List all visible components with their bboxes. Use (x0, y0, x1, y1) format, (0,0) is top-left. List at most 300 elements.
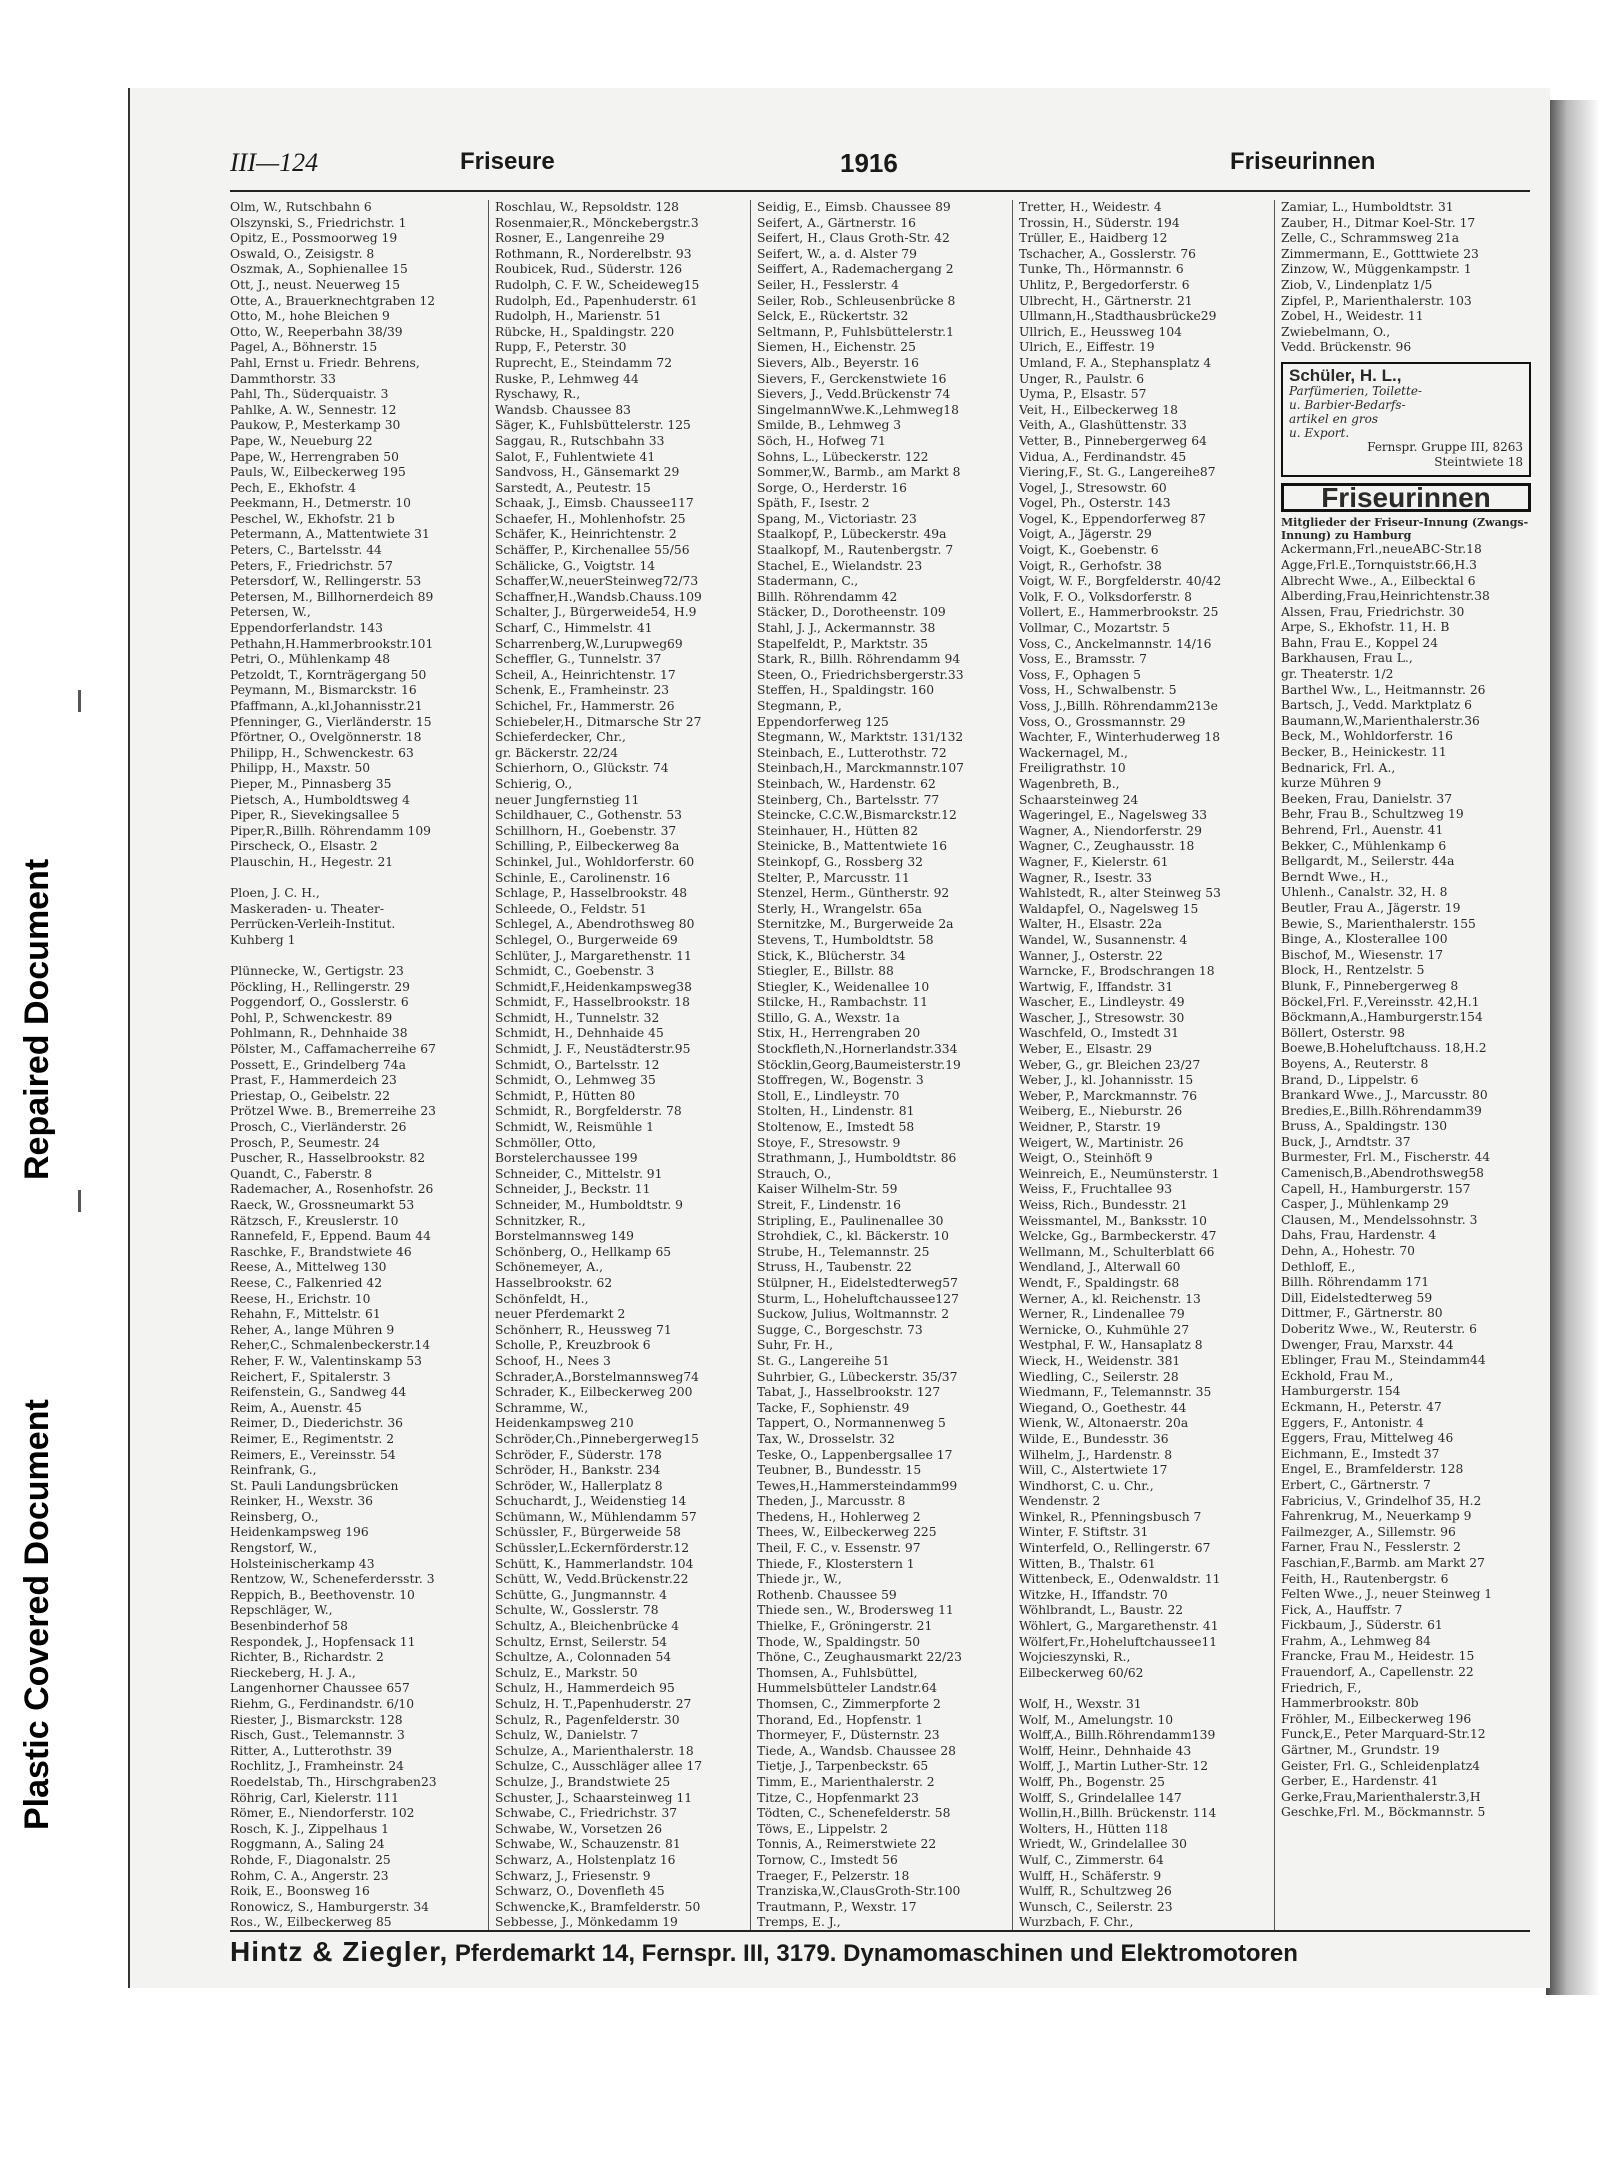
directory-entry: Langenhorner Chaussee 657 (230, 1681, 410, 1696)
footer-advertisement (230, 1936, 1530, 1980)
directory-entry: Theil, F. C., v. Essenstr. 97 (757, 1541, 921, 1556)
directory-entry: Voss, J.,Billh. Röhrendamm213e (1019, 699, 1218, 713)
directory-entry: Reichert, F., Spitalerstr. 3 (230, 1369, 391, 1384)
directory-entry: Behrend, Frl., Auenstr. 41 (1281, 823, 1444, 837)
directory-entry: Seiler, Rob., Schleusenbrücke 8 (757, 293, 956, 308)
directory-entry: Suhrbier, G., Lübeckerstr. 35/37 (757, 1369, 958, 1384)
directory-entry: Quandt, C., Faberstr. 8 (230, 1166, 373, 1181)
directory-entry: Reher,C., Schmalenbeckerstr.14 (230, 1338, 431, 1353)
directory-entry: Strube, H., Telemannstr. 25 (757, 1244, 930, 1259)
listing-column-1 (230, 200, 488, 1930)
ad-line: u. Barbier-Bedarfs- (1289, 397, 1406, 412)
directory-entry: Sterly, H., Wrangelstr. 65a (757, 901, 922, 916)
directory-entry: Wagner, F., Kielerstr. 61 (1019, 854, 1169, 869)
directory-entry: Olszynski, S., Friedrichstr. 1 (230, 215, 407, 230)
directory-entry: Bischof, M., Wiesenstr. 17 (1281, 947, 1444, 962)
directory-entry: Tremps, E. J., (757, 1915, 841, 1930)
directory-entry: Pförtner, O., Ovelgönnerstr. 18 (230, 730, 422, 745)
directory-entry: Fröhler, M., Eilbeckerweg 196 (1281, 1711, 1472, 1726)
directory-entry: Rehahn, F., Mittelstr. 61 (230, 1307, 381, 1322)
directory-entry: Baumann,W.,Marienthalerstr.36 (1281, 713, 1480, 728)
directory-entry: Spang, M., Victoriastr. 23 (757, 511, 917, 526)
directory-entry: Pirscheck, O., Elsastr. 2 (230, 839, 378, 854)
directory-entry: Wulf, C., Zimmerstr. 64 (1019, 1852, 1164, 1867)
directory-entry: Rentzow, W., Scheneferdersstr. 3 (230, 1572, 435, 1587)
directory-entry: Sommer,W., Barmb., am Markt 8 (757, 465, 961, 480)
directory-entry: Schulze, A., Marienthalerstr. 18 (495, 1743, 694, 1758)
directory-entry: Siemen, H., Eichenstr. 25 (757, 340, 916, 355)
section-title-left: Friseure (460, 148, 555, 175)
directory-entry: Späth, F., Isestr. 2 (757, 496, 870, 511)
directory-entry: Pohlmann, R., Dehnhaide 38 (230, 1026, 408, 1041)
directory-entry: Schüssler, F., Bürgerweide 58 (495, 1525, 681, 1540)
directory-entry: Säger, K., Fuhlsbüttelerstr. 125 (495, 418, 691, 433)
directory-entry: Wolff, J., Martin Luther-Str. 12 (1019, 1759, 1209, 1774)
directory-entry: Risch, Gust., Telemannstr. 3 (230, 1728, 405, 1743)
directory-entry: Freiligrathstr. 10 (1019, 761, 1126, 776)
directory-entry: Scheffler, G., Tunnelstr. 37 (495, 652, 662, 667)
directory-entry: Otto, M., hohe Bleichen 9 (230, 309, 390, 324)
directory-entry: Pagel, A., Böhnerstr. 15 (230, 340, 378, 355)
directory-entry: Otto, W., Reeperbahn 38/39 (230, 324, 403, 339)
directory-entry: Peters, C., Bartelsstr. 44 (230, 543, 382, 558)
directory-entry: Vedd. Brückenstr. 96 (1281, 340, 1412, 355)
directory-entry: Kaiser Wilhelm-Str. 59 (757, 1182, 898, 1197)
directory-entry: Röhrig, Carl, Kielerstr. 111 (230, 1790, 400, 1805)
directory-entry: Capell, H., Hamburgerstr. 157 (1281, 1181, 1471, 1196)
directory-entry: Stripling, E., Paulinenallee 30 (757, 1213, 944, 1228)
directory-entry: Barkhausen, Frau L., (1281, 651, 1413, 666)
directory-entry: Schiebeler,H., Ditmarsche Str 27 (495, 714, 702, 729)
directory-entry: Sugge, C., Borgeschstr. 73 (757, 1322, 923, 1337)
directory-entry: Wöhlbrandt, L., Baustr. 22 (1019, 1603, 1184, 1618)
directory-entry: Wilde, E., Bundesstr. 36 (1019, 1431, 1169, 1446)
directory-entry: Pahlke, A. W., Sennestr. 12 (230, 402, 397, 417)
directory-entry: Opitz, E., Possmoorweg 19 (230, 231, 398, 246)
directory-entry: Wagner, C., Zeughausstr. 18 (1019, 839, 1195, 854)
directory-entry: Wojcieszynski, R., (1019, 1650, 1131, 1665)
directory-entry: Weber, E., Elsastr. 29 (1019, 1042, 1152, 1057)
directory-entry: Schilling, P., Eilbeckerweg 8a (495, 839, 680, 854)
directory-entry: Werner, A., kl. Reichenstr. 13 (1019, 1291, 1201, 1306)
directory-entry: Albrecht Wwe., A., Eilbecktal 6 (1281, 573, 1476, 588)
directory-entry: Weiberg, E., Nieburstr. 26 (1019, 1104, 1183, 1119)
directory-entry: Funck,E., Peter Marquard-Str.12 (1281, 1727, 1486, 1742)
directory-entry: Wiegand, O., Goethestr. 44 (1019, 1400, 1187, 1415)
directory-entry: Prosch, C., Vierländerstr. 26 (230, 1120, 407, 1135)
listing-column-4 (1012, 200, 1277, 1930)
directory-entry: Tranziska,W.,ClausGroth-Str.100 (757, 1884, 961, 1899)
directory-entry: Seifert, W., a. d. Alster 79 (757, 246, 917, 261)
directory-entry: Pahl, Ernst u. Friedr. Behrens, (230, 355, 420, 370)
directory-entry: Söch, H., Hofweg 71 (757, 433, 886, 448)
directory-entry: Schlüter, J., Margarethenstr. 11 (495, 948, 692, 963)
directory-entry: Wahlstedt, R., alter Steinweg 53 (1019, 886, 1221, 901)
directory-entry: Rosenmaier,R., Mönckebergstr.3 (495, 215, 699, 230)
directory-entry: Stelter, P., Marcusstr. 11 (757, 870, 910, 885)
directory-entry: Schröder,Ch.,Pinnebergerweg15 (495, 1431, 699, 1446)
directory-entry: Possett, E., Grindelberg 74a (230, 1057, 406, 1072)
directory-entry: Tabat, J., Hasselbrookstr. 127 (757, 1385, 941, 1400)
directory-entry: Schwencke,K., Bramfelderstr. 50 (495, 1899, 701, 1914)
directory-entry: Steinbach,H., Marckmannstr.107 (757, 761, 964, 776)
directory-entry: Trüller, E., Haidberg 12 (1019, 231, 1168, 246)
directory-entry: Teubner, B., Bundesstr. 15 (757, 1463, 922, 1478)
directory-entry: Welcke, Gg., Barmbeckerstr. 47 (1019, 1229, 1217, 1244)
directory-entry: Wendenstr. 2 (1019, 1494, 1101, 1509)
directory-entry: Brankard Wwe., J., Marcusstr. 80 (1281, 1088, 1488, 1103)
directory-entry: Ullrich, E., Heussweg 104 (1019, 324, 1182, 339)
directory-page (128, 88, 1550, 1988)
directory-entry: Selck, E., Rückertstr. 32 (757, 309, 909, 324)
directory-entry: Scharf, C., Himmelstr. 41 (495, 621, 653, 636)
directory-entry: Felten Wwe., J., neuer Steinweg 1 (1281, 1587, 1493, 1602)
directory-entry (1019, 1681, 1277, 1697)
directory-entry: Voigt, A., Jägerstr. 29 (1019, 527, 1152, 542)
directory-entry: Schmidt, O., Lehmweg 35 (495, 1073, 656, 1088)
directory-entry: Wandsb. Chaussee 83 (495, 402, 632, 417)
directory-entry: Stoll, E., Lindleystr. 70 (757, 1088, 900, 1103)
directory-entry: Schuster, J., Schaarsteinweg 11 (495, 1790, 693, 1805)
directory-entry: Schönherr, R., Heussweg 71 (495, 1322, 672, 1337)
directory-entry: Beck, M., Wohldorferstr. 16 (1281, 729, 1453, 744)
directory-entry: Schäfer, K., Heinrichtenstr. 2 (495, 527, 677, 542)
directory-entry: Philipp, H., Schwenckestr. 63 (230, 745, 414, 760)
directory-entry: Seidig, E., Eimsb. Chaussee 89 (757, 200, 951, 214)
directory-entry: Uhlitz, P., Bergedorferstr. 6 (1019, 277, 1190, 292)
directory-entry: Bellgardt, M., Seilerstr. 44a (1281, 854, 1455, 869)
directory-entry: Voigt, K., Goebenstr. 6 (1019, 543, 1159, 558)
directory-entry: Weigert, W., Martinistr. 26 (1019, 1135, 1184, 1150)
ad-phone: Fernspr. Gruppe III, 8263 (1367, 439, 1523, 454)
directory-entry: Seiler, H., Fesslerstr. 4 (757, 277, 899, 292)
directory-entry: Rätzsch, F., Kreuslerstr. 10 (230, 1213, 399, 1228)
page-number: III—124 (230, 148, 319, 177)
directory-entry: Schillhorn, H., Goebenstr. 37 (495, 823, 677, 838)
directory-entry: Pauls, W., Eilbeckerweg 195 (230, 465, 406, 480)
directory-entry: Zinzow, W., Müggenkampstr. 1 (1281, 262, 1472, 277)
directory-entry: Pieper, M., Pinnasberg 35 (230, 776, 392, 791)
directory-entry: Eblinger, Frau M., Steindamm44 (1281, 1353, 1486, 1368)
directory-entry: Wriedt, W., Grindelallee 30 (1019, 1837, 1187, 1852)
directory-entry: Pietsch, A., Humboldtsweg 4 (230, 792, 411, 807)
directory-entry: Weidner, P., Starstr. 19 (1019, 1120, 1161, 1135)
directory-entry: Stoffregen, W., Bogenstr. 3 (757, 1073, 924, 1088)
directory-entry: Schwarz, J., Friesenstr. 9 (495, 1868, 651, 1883)
directory-entry: Kuhberg 1 (230, 932, 296, 947)
edge-mark (78, 690, 81, 712)
directory-entry: Stülpner, H., Eidelstedterweg57 (757, 1275, 958, 1290)
directory-entry: Schröder, F., Süderstr. 178 (495, 1447, 662, 1462)
directory-entry: Schulz, H. T.,Papenhuderstr. 27 (495, 1697, 692, 1711)
directory-entry: Schultz, A., Bleichenbrücke 4 (495, 1619, 680, 1634)
directory-entry: Wittenbeck, E., Odenwaldstr. 11 (1019, 1572, 1221, 1587)
directory-entry: Thorand, Ed., Hopfenstr. 1 (757, 1712, 924, 1727)
directory-entry: Alberding,Frau,Heinrichtenstr.38 (1281, 589, 1490, 604)
directory-entry: Pape, W., Neueburg 22 (230, 433, 373, 448)
directory-entry: Staalkopf, M., Rautenbergstr. 7 (757, 543, 954, 558)
directory-entry: Prast, F., Hammerdeich 23 (230, 1073, 397, 1088)
directory-entry: Tunke, Th., Hörmannstr. 6 (1019, 262, 1184, 277)
directory-entry: Ryschawy, R., (495, 387, 581, 402)
directory-entry: Rochlitz, J., Framheinstr. 24 (230, 1759, 404, 1774)
directory-entry: Voss, H., Schwalbenstr. 5 (1019, 683, 1177, 698)
directory-entry: Pfenninger, G., Vierländerstr. 15 (230, 714, 432, 729)
directory-entry: Repschläger, W., (230, 1603, 333, 1618)
directory-entry: Schmidt, O., Bartelsstr. 12 (495, 1057, 660, 1072)
directory-entry: Doberitz Wwe., W., Reuterstr. 6 (1281, 1322, 1477, 1336)
directory-entry: Bekker, C., Mühlenkamp 6 (1281, 838, 1447, 853)
directory-entry: Stiegler, K., Weidenallee 10 (757, 979, 930, 994)
directory-entry: Schönberg, O., Hellkamp 65 (495, 1244, 672, 1259)
directory-entry: Boyens, A., Reuterstr. 8 (1281, 1056, 1429, 1071)
directory-entry: Thiede jr., W., (757, 1572, 842, 1587)
directory-entry: Werner, R., Lindenallee 79 (1019, 1307, 1185, 1322)
directory-entry: Ronowicz, S., Hamburgerstr. 34 (230, 1899, 429, 1914)
directory-entry: Clausen, M., Mendelssohnstr. 3 (1281, 1212, 1478, 1227)
directory-entry: Rübcke, H., Spaldingstr. 220 (495, 324, 675, 339)
directory-entry: Wienk, W., Altonaerstr. 20a (1019, 1416, 1189, 1431)
directory-entry: Rosch, K. J., Zippelhaus 1 (230, 1821, 389, 1836)
directory-entry: Schmidt, C., Goebenstr. 3 (495, 964, 655, 979)
directory-entry: Wascher, E., Lindleystr. 49 (1019, 995, 1185, 1010)
directory-entry: Steinicke, B., Mattentwiete 16 (757, 839, 948, 854)
directory-entry: Buck, J., Arndtstr. 37 (1281, 1134, 1411, 1149)
directory-entry: Viering,F., St. G., Langereihe87 (1019, 465, 1216, 480)
directory-entry: Böckel,Frl. F.,Vereinsstr. 42,H.1 (1281, 994, 1480, 1009)
directory-entry: Sturm, L., Hoheluftchaussee127 (757, 1291, 959, 1306)
directory-entry: Casper, J., Mühlenkamp 29 (1281, 1197, 1449, 1212)
directory-entry: Uhlenh., Canalstr. 32, H. 8 (1281, 885, 1448, 900)
directory-entry: Winter, F. Stiftstr. 31 (1019, 1525, 1149, 1540)
directory-entry: Peters, F., Friedrichstr. 57 (230, 558, 393, 573)
directory-entry: Reimer, D., Diederichstr. 36 (230, 1416, 403, 1431)
directory-entry: Otte, A., Brauerknechtgraben 12 (230, 293, 436, 308)
directory-entry: Schrader,A.,Borstelmannsweg74 (495, 1369, 699, 1384)
directory-entry: Sohns, L., Lübeckerstr. 122 (757, 449, 929, 464)
directory-entry: Schlage, P., Hasselbrookstr. 48 (495, 886, 688, 901)
directory-entry: Beeken, Frau, Danielstr. 37 (1281, 791, 1453, 806)
directory-entry: Schierig, O., (495, 776, 573, 791)
directory-entry: Schoof, H., Nees 3 (495, 1353, 611, 1368)
directory-entry: Wachter, F., Winterhuderweg 18 (1019, 730, 1221, 745)
directory-entry: Wolf, M., Amelungstr. 10 (1019, 1712, 1174, 1727)
directory-entry: Schultze, A., Colonnaden 54 (495, 1650, 672, 1665)
directory-entry: Peymann, M., Bismarckstr. 16 (230, 683, 417, 698)
directory-entry: Petersdorf, W., Rellingerstr. 53 (230, 574, 422, 589)
directory-entry: Weber, G., gr. Bleichen 23/27 (1019, 1057, 1201, 1072)
directory-entry: Vollert, E., Hammerbrookstr. 25 (1019, 605, 1219, 620)
directory-entry: Steincke, C.C.W.,Bismarckstr.12 (757, 808, 957, 823)
directory-entry: Schinkel, Jul., Wohldorferstr. 60 (495, 854, 695, 869)
directory-entry: Schönemeyer, A., (495, 1260, 604, 1275)
directory-entry: Reinsberg, O., (230, 1509, 319, 1524)
directory-entry: Eckhold, Frau M., (1281, 1368, 1394, 1383)
ad-line: u. Export. (1289, 425, 1350, 440)
directory-entry: Wolff, S., Grindelallee 147 (1019, 1790, 1182, 1805)
directory-entry: Rudolph, H., Marienstr. 51 (495, 309, 662, 324)
directory-entry: gr. Theaterstr. 1/2 (1281, 667, 1394, 682)
directory-entry: Heidenkampsweg 210 (495, 1416, 634, 1431)
listing-column-3 (750, 200, 1015, 1930)
directory-entry: Steffen, H., Spaldingstr. 160 (757, 683, 935, 698)
directory-entry: Witten, B., Thalstr. 61 (1019, 1556, 1156, 1571)
directory-entry: Suckow, Julius, Woltmannstr. 2 (757, 1307, 950, 1322)
directory-entry: Schulze, J., Brandstwiete 25 (495, 1774, 671, 1789)
directory-entry: Wieck, H., Weidenstr. 381 (1019, 1353, 1181, 1368)
directory-entry: Seifert, A., Gärtnerstr. 16 (757, 215, 917, 230)
directory-entry: Schrader, K., Eilbeckerweg 200 (495, 1385, 693, 1400)
directory-entry: Rosner, E., Langenreihe 29 (495, 231, 665, 246)
directory-entry: Reher, A., lange Mühren 9 (230, 1322, 395, 1337)
directory-entry: Reppich, B., Beethovenstr. 10 (230, 1587, 415, 1602)
directory-entry: Riehm, G., Ferdinandstr. 6/10 (230, 1697, 415, 1711)
directory-entry: Bruss, A., Spaldingstr. 130 (1281, 1119, 1448, 1134)
directory-entry: Bredies,E.,Billh.Röhrendamm39 (1281, 1103, 1482, 1118)
directory-entry: Wolff, Heinr., Dehnhaide 43 (1019, 1743, 1192, 1758)
directory-entry: Fick, A., Hauffstr. 7 (1281, 1602, 1403, 1617)
directory-entry: Zipfel, P., Marienthalerstr. 103 (1281, 293, 1472, 308)
directory-entry: Olm, W., Rutschbahn 6 (230, 200, 372, 214)
directory-entry: Weinreich, E., Neumünsterstr. 1 (1019, 1166, 1220, 1181)
directory-entry: Salot, F., Fuhlentwiete 41 (495, 449, 656, 464)
directory-entry: Waschfeld, O., Imstedt 31 (1019, 1026, 1179, 1041)
directory-entry: Rohde, F., Diagonalstr. 25 (230, 1852, 391, 1867)
directory-entry: Ullmann,H.,Stadthausbrücke29 (1019, 309, 1217, 324)
directory-entry: Eggers, Frau, Mittelweg 46 (1281, 1431, 1454, 1446)
directory-entry: Wulff, H., Schäferstr. 9 (1019, 1868, 1162, 1883)
directory-entry (230, 871, 488, 887)
directory-entry: Wolff, Ph., Bogenstr. 25 (1019, 1774, 1165, 1789)
directory-entry: Priestap, O., Geibelstr. 22 (230, 1088, 391, 1103)
directory-entry: Roschlau, W., Repsoldstr. 128 (495, 200, 679, 214)
schueler-advertisement (1281, 362, 1531, 477)
directory-entry: Paukow, P., Mesterkamp 30 (230, 418, 401, 433)
directory-entry: Fahrenkrug, M., Neuerkamp 9 (1281, 1509, 1472, 1524)
directory-entry: Stockfleth,N.,Hornerlandstr.334 (757, 1042, 958, 1057)
directory-entry: Westphal, F. W., Hansaplatz 8 (1019, 1338, 1203, 1353)
directory-entry: Wöhlert, G., Margarethenstr. 41 (1019, 1619, 1219, 1634)
directory-entry: Eckmann, H., Peterstr. 47 (1281, 1399, 1442, 1414)
directory-entry: Struss, H., Taubenstr. 22 (757, 1260, 912, 1275)
directory-entry: Schmidt, J. F., Neustädterstr.95 (495, 1042, 691, 1057)
directory-entry: Burmester, Frl. M., Fischerstr. 44 (1281, 1150, 1491, 1165)
friseurinnen-heading: Friseurinnen (1281, 483, 1531, 513)
directory-entry: Sorge, O., Herderstr. 16 (757, 480, 907, 495)
directory-entry: Tornow, C., Imstedt 56 (757, 1852, 898, 1867)
directory-year: 1916 (840, 148, 898, 178)
header-rule (230, 190, 1530, 192)
directory-entry: Respondek, J., Hopfensack 11 (230, 1634, 416, 1649)
directory-entry: Teske, O., Lappenbergsallee 17 (757, 1447, 953, 1462)
ad-line: Parfümerien, Toilette- (1289, 383, 1422, 398)
directory-entry: Wagner, R., Isestr. 33 (1019, 870, 1152, 885)
directory-entry: Tewes,H.,Hammersteindamm99 (757, 1478, 958, 1493)
directory-entry: Reher, F. W., Valentinskamp 53 (230, 1353, 422, 1368)
directory-entry: Schmidt, F., Hasselbrookstr. 18 (495, 995, 690, 1010)
directory-entry: Tödten, C., Schenefelderstr. 58 (757, 1806, 951, 1821)
directory-entry: Theden, J., Marcusstr. 8 (757, 1494, 906, 1509)
directory-entry: Oszmak, A., Sophienallee 15 (230, 262, 408, 277)
directory-entry: Walter, H., Elsastr. 22a (1019, 917, 1162, 932)
directory-entry: Frahm, A., Lehmweg 84 (1281, 1633, 1432, 1648)
directory-entry: Block, H., Rentzelstr. 5 (1281, 963, 1425, 978)
directory-entry: Beutler, Frau A., Jägerstr. 19 (1281, 900, 1461, 915)
directory-entry: Weigt, O., Steinhöft 9 (1019, 1151, 1153, 1166)
directory-entry: Vogel, K., Eppendorferweg 87 (1019, 511, 1206, 526)
directory-entry: Vogel, Ph., Osterstr. 143 (1019, 496, 1171, 511)
directory-entry: Sandvoss, H., Gänsemarkt 29 (495, 465, 680, 480)
directory-entry: Tretter, H., Weidestr. 4 (1019, 200, 1162, 214)
directory-entry: Wiedmann, F., Telemannstr. 35 (1019, 1385, 1212, 1400)
directory-entry: neuer Pferdemarkt 2 (495, 1307, 626, 1322)
directory-entry: Rupp, F., Peterstr. 30 (495, 340, 627, 355)
directory-entry: Schieferdecker, Chr., (495, 730, 626, 745)
directory-entry: Binge, A., Klosterallee 100 (1281, 932, 1448, 947)
directory-entry: Puscher, R., Hasselbrookstr. 82 (230, 1151, 426, 1166)
directory-entry: Eilbeckerweg 60/62 (1019, 1665, 1144, 1680)
edge-mark (78, 1190, 81, 1212)
directory-entry: Sievers, J., Vedd.Brückenstr 74 (757, 387, 951, 402)
footer-firm: Hintz & Ziegler, (230, 1936, 449, 1967)
directory-entry: Stillo, G. A., Wexstr. 1a (757, 1010, 900, 1025)
directory-entry: Wanner, J., Osterstr. 22 (1019, 948, 1163, 963)
z-entries (1281, 200, 1531, 356)
directory-entry: Steinbach, E., Lutterothstr. 72 (757, 745, 947, 760)
directory-entry: Steinberg, Ch., Bartelsstr. 77 (757, 792, 940, 807)
directory-entry: Philipp, H., Maxstr. 50 (230, 761, 371, 776)
directory-entry: Ruprecht, E., Steindamm 72 (495, 355, 673, 370)
directory-entry: Uyma, P., Elsastr. 57 (1019, 387, 1147, 402)
directory-entry: Seiffert, A., Rademachergang 2 (757, 262, 954, 277)
directory-entry: Schmidt,F.,Heidenkampsweg38 (495, 979, 692, 994)
directory-entry: Schälicke, G., Voigtstr. 14 (495, 558, 656, 573)
directory-entry: Eichmann, E., Imstedt 37 (1281, 1446, 1440, 1461)
directory-entry: Perrücken-Verleih-Institut. (230, 917, 396, 932)
directory-entry: Weiss, Rich., Bundesstr. 21 (1019, 1198, 1188, 1212)
directory-entry: Schaffer,W.,neuerSteinweg72/73 (495, 574, 699, 589)
directory-entry: Pölster, M., Caffamacherreihe 67 (230, 1042, 436, 1057)
directory-entry: Pohl, P., Schwenckestr. 89 (230, 1010, 393, 1025)
directory-entry: Tiede, A., Wandsb. Chaussee 28 (757, 1743, 956, 1758)
directory-entry: Eggers, F., Antonistr. 4 (1281, 1415, 1424, 1430)
directory-entry: Tappert, O., Normannenweg 5 (757, 1416, 946, 1431)
directory-entry: Pech, E., Ekhofstr. 4 (230, 480, 357, 495)
directory-entry: Vidua, A., Ferdinandstr. 45 (1019, 449, 1187, 464)
directory-entry: Wolf, H., Wexstr. 31 (1019, 1697, 1142, 1711)
directory-entry: Böllert, Osterstr. 98 (1281, 1025, 1405, 1040)
directory-entry: Böckmann,A.,Hamburgerstr.154 (1281, 1010, 1483, 1025)
directory-entry: Schnitzker, R., (495, 1213, 586, 1228)
directory-entry: Fabricius, V., Grindelhof 35, H.2 (1281, 1493, 1482, 1508)
directory-entry: Roubicek, Rud., Süderstr. 126 (495, 262, 683, 277)
directory-entry: Wunsch, C., Seilerstr. 23 (1019, 1899, 1173, 1914)
directory-entry: Strohdiek, C., kl. Bäckerstr. 10 (757, 1229, 949, 1244)
directory-entry: Sievers, F., Gerckenstwiete 16 (757, 371, 947, 386)
directory-entry: Thöne, C., Zeughausmarkt 22/23 (757, 1650, 962, 1665)
directory-entry: Thiede, F., Klosterstern 1 (757, 1556, 915, 1571)
directory-entry: Staalkopf, P., Lübeckerstr. 49a (757, 527, 947, 542)
directory-entry: neuer Jungfernstieg 11 (495, 792, 640, 807)
directory-entry: Stahl, J. J., Ackermannstr. 38 (757, 621, 936, 636)
directory-entry: Wendt, F., Spaldingstr. 68 (1019, 1275, 1180, 1290)
directory-entry: Rohm, C. A., Angerstr. 23 (230, 1868, 389, 1883)
directory-entry: Plauschin, H., Hegestr. 21 (230, 854, 394, 869)
directory-entry: Schröder, H., Bankstr. 234 (495, 1463, 661, 1478)
directory-entry: Wurzbach, F. Chr., (1019, 1915, 1134, 1930)
directory-entry: Frauendorf, A., Capellenstr. 22 (1281, 1665, 1474, 1680)
directory-entry: Titze, C., Hopfenmarkt 23 (757, 1790, 919, 1805)
